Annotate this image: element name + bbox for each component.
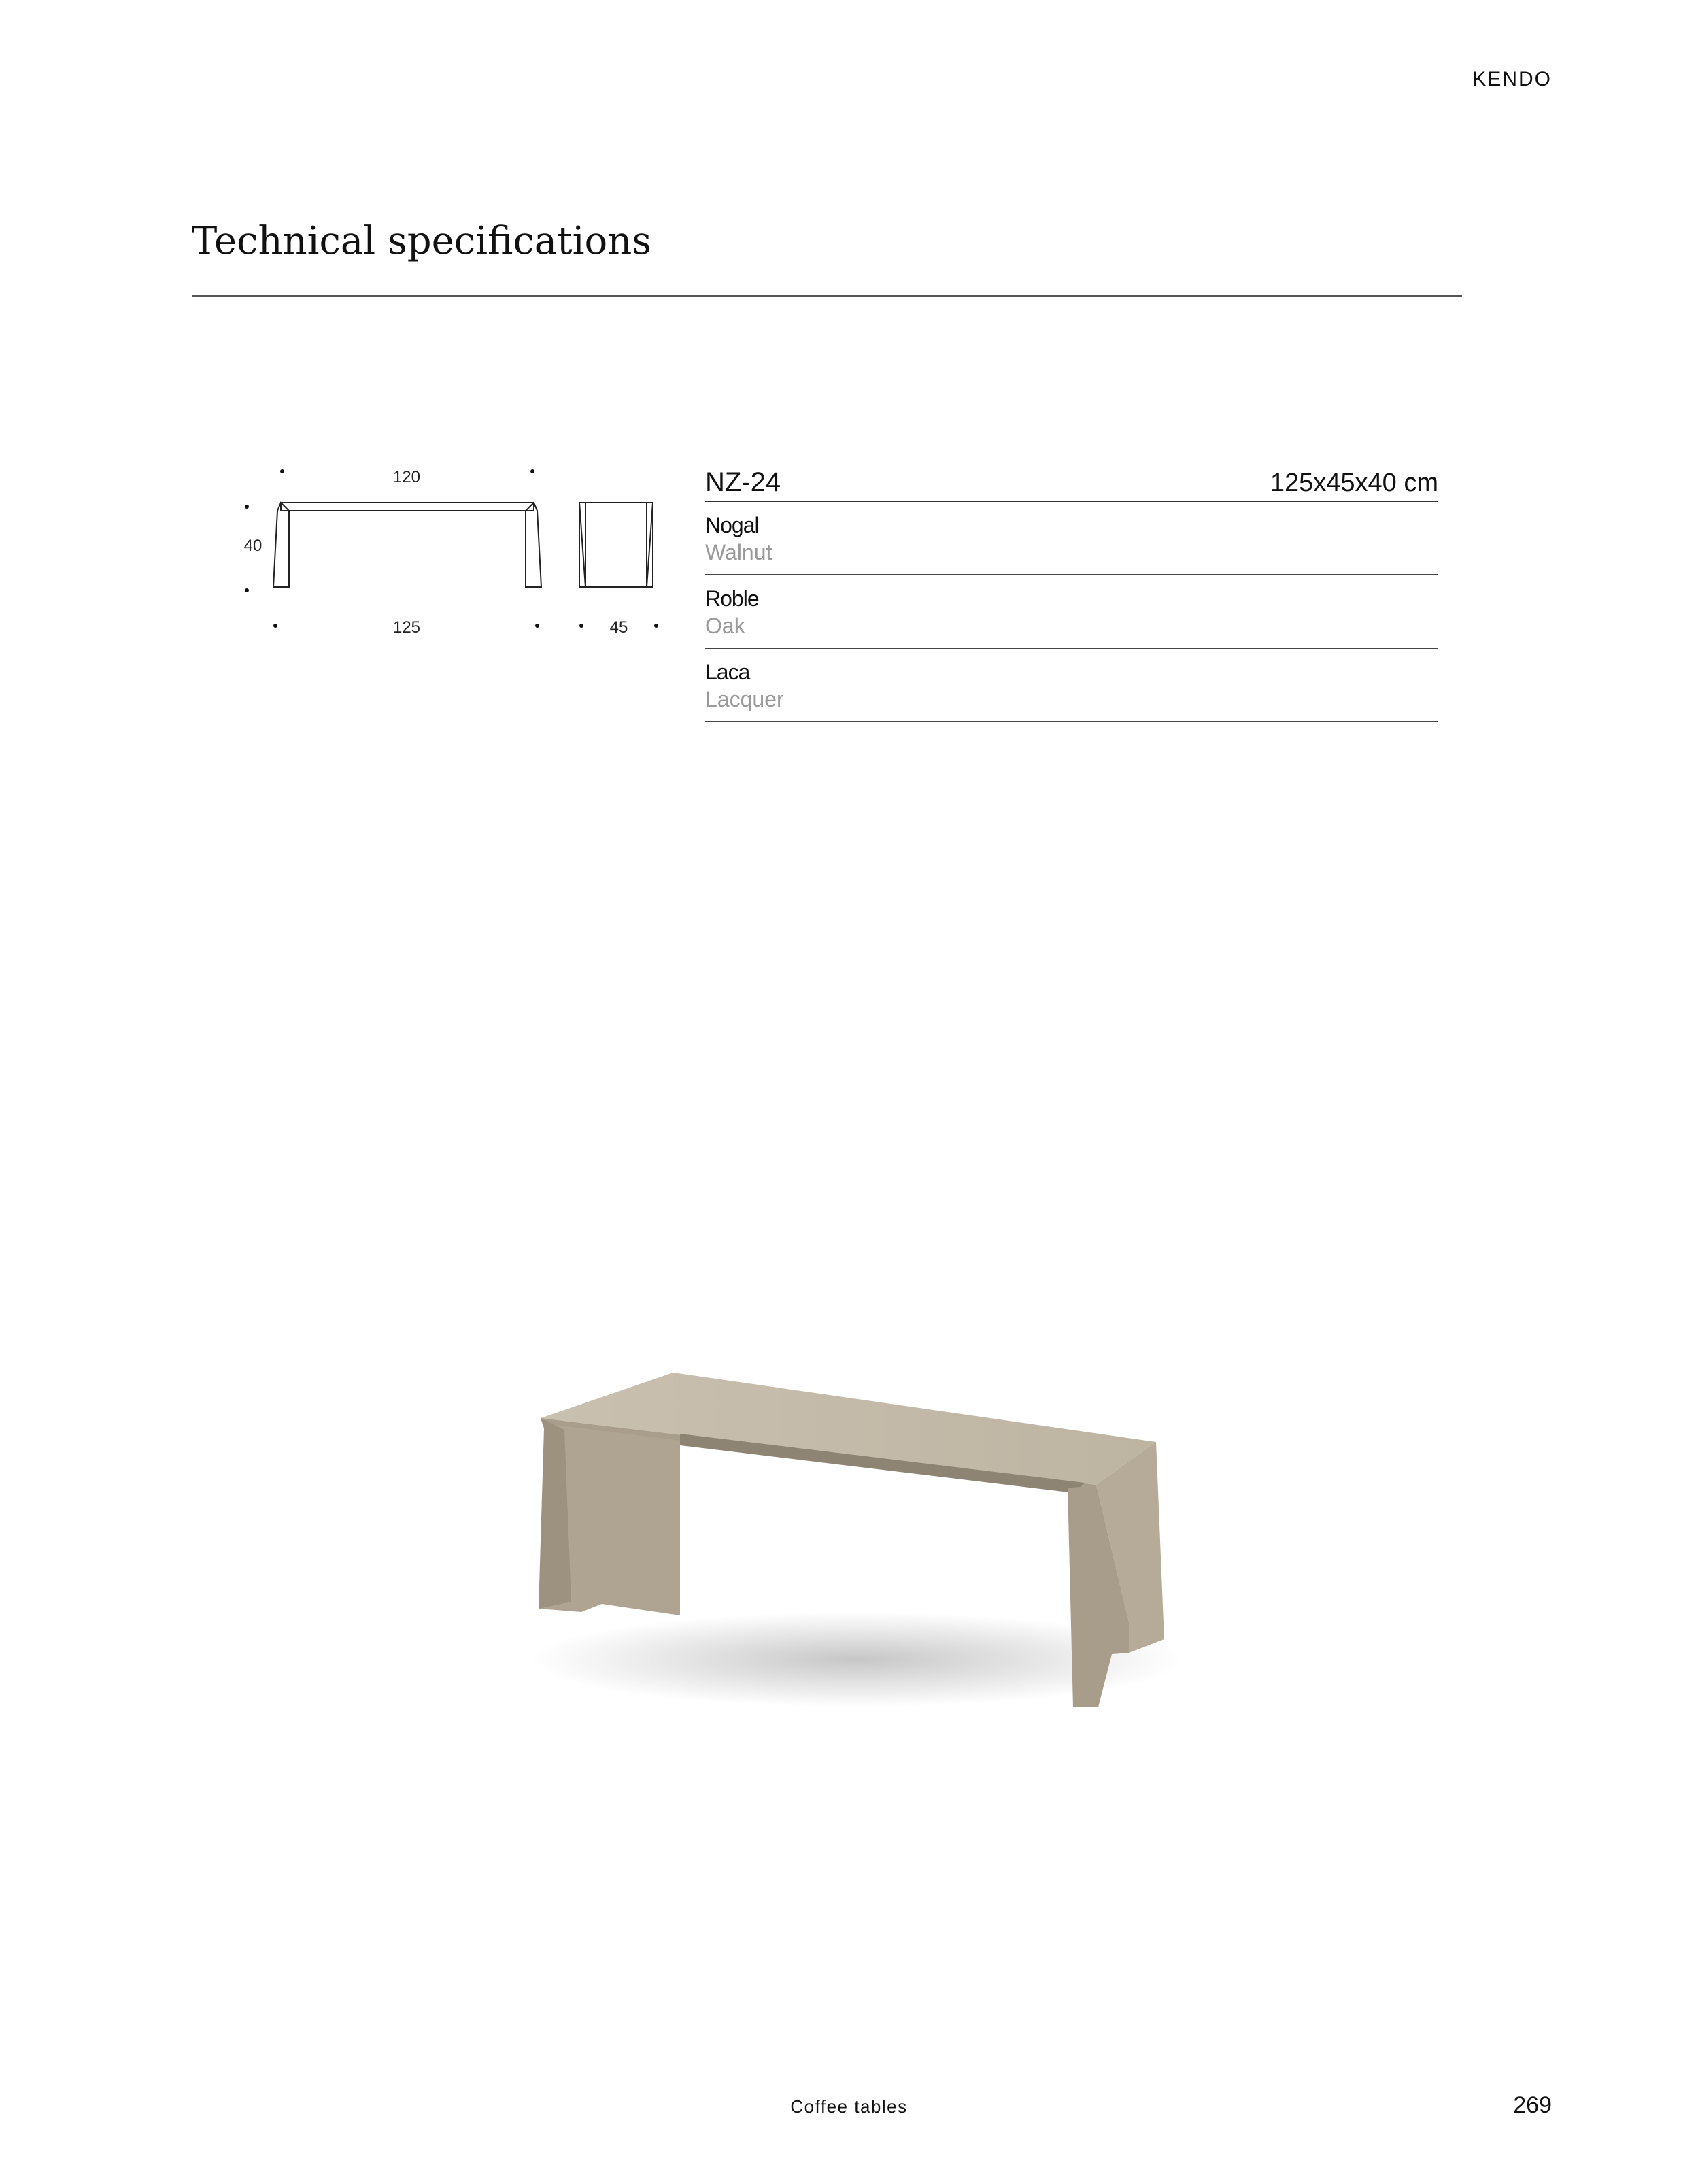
dimension-dot: [245, 505, 249, 509]
finish-name-en: Walnut: [705, 540, 772, 565]
finish-name-en: Lacquer: [705, 687, 784, 711]
finish-name-es: Nogal: [705, 513, 759, 537]
finish-name-es: Roble: [705, 586, 759, 611]
page-title: Technical specifications: [192, 219, 652, 263]
spec-table: [705, 463, 1438, 722]
finish-name-en: Oak: [705, 614, 745, 638]
model-dimensions: 125x45x40 cm: [1270, 469, 1438, 497]
spec-header: [705, 463, 1438, 502]
dimension-dot: [273, 624, 277, 628]
dimension-height: 40: [243, 537, 262, 555]
dimension-dot: [535, 624, 539, 628]
dimension-dot: [654, 624, 658, 628]
dimension-dot: [280, 469, 284, 473]
footer-category: Coffee tables: [790, 2096, 908, 2117]
product-image: [476, 1354, 1258, 1762]
finish-name-es: Laca: [705, 660, 750, 684]
front-view: [273, 503, 541, 587]
dimension-dot: [530, 469, 534, 473]
brand-name: KENDO: [1472, 68, 1552, 90]
dimension-bottom-width: 125: [392, 618, 421, 637]
technical-drawing: [231, 459, 666, 656]
finish-row: [705, 502, 1438, 575]
finish-row: [705, 649, 1438, 722]
model-code: NZ-24: [705, 467, 781, 497]
dimension-depth: 45: [609, 618, 628, 637]
side-view: [579, 503, 653, 587]
dimension-dot: [245, 588, 249, 592]
dimension-dot: [579, 624, 583, 628]
finish-row: [705, 575, 1438, 649]
dimension-top-width: 120: [392, 468, 421, 486]
page-number: 269: [1513, 2092, 1552, 2118]
title-divider: [192, 295, 1462, 297]
